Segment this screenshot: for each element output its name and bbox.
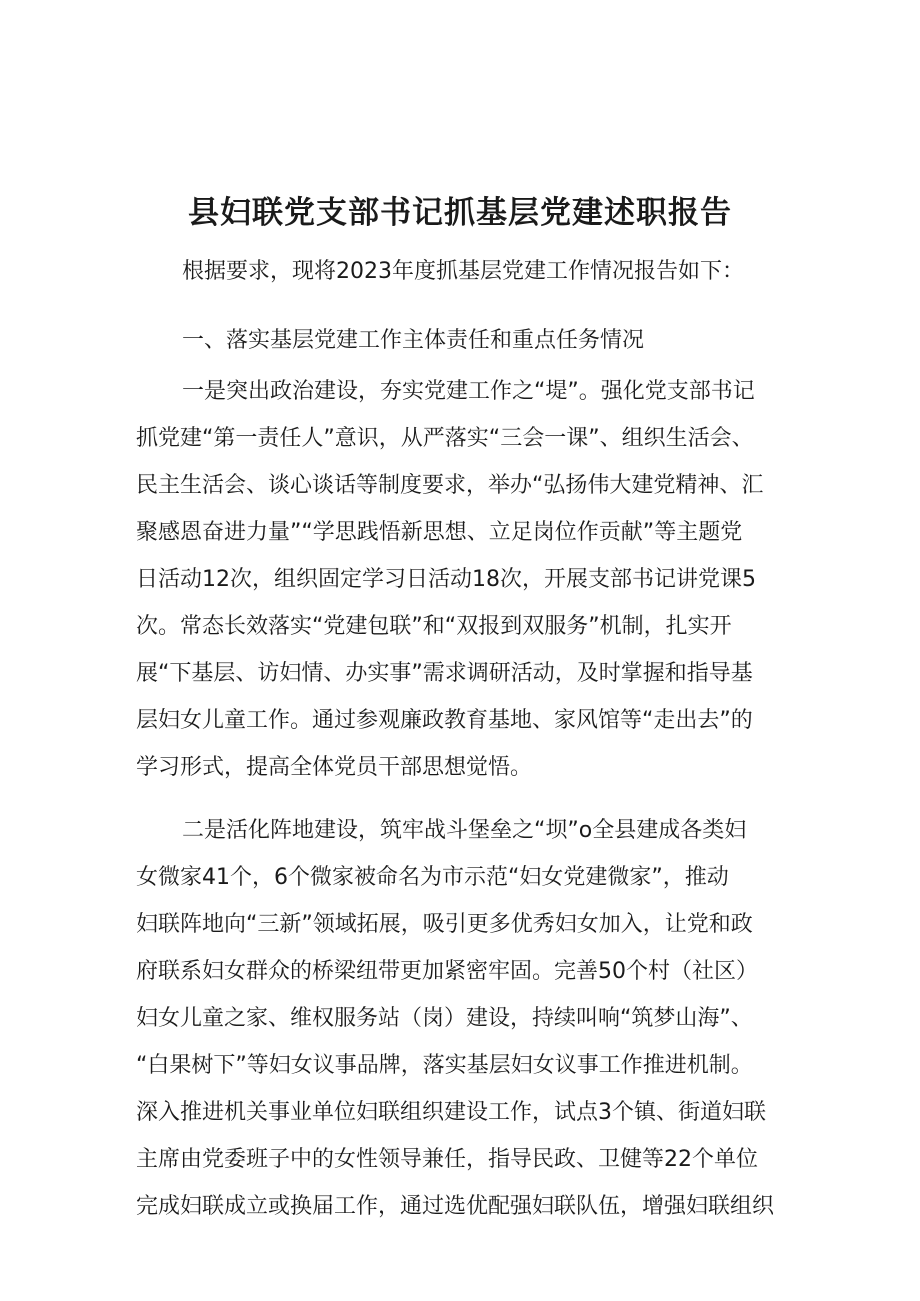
paragraph1-line: 民主生活会、谈心谈话等制度要求，举办“弘扬伟大建党精神、汇 [136, 473, 764, 498]
paragraph2-line: 完成妇联成立或换届工作，通过选优配强妇联队伍，增强妇联组织 [136, 1194, 775, 1219]
paragraph1-line: 日活动12次，组织固定学习日活动18次，开展支部书记讲党课5 [136, 567, 756, 592]
paragraph1-line: 次。常态长效落实“党建包联”和“双报到双服务”机制，扎实开 [136, 614, 732, 639]
paragraph2-line: 妇联阵地向“三新”领域拓展，吸引更多优秀妇女加入，让党和政 [136, 912, 753, 937]
paragraph2-line: 主席由党委班子中的女性领导兼任，指导民政、卫健等22个单位 [136, 1147, 758, 1172]
paragraph1-line: 聚感恩奋进力量”“学思践悟新思想、立足岗位作贡献”等主题党 [136, 520, 743, 545]
paragraph2-line: 女微家41个，6个微家被命名为市示范“妇女党建微家”，推动 [136, 865, 729, 890]
intro-line: 根据要求，现将2023年度抓基层党建工作情况报告如下： [182, 259, 744, 284]
paragraph2-line: 深入推进机关事业单位妇联组织建设工作，试点3个镇、街道妇联 [136, 1100, 766, 1125]
document-title: 县妇联党支部书记抓基层党建述职报告 [188, 195, 732, 231]
paragraph1-line: 层妇女儿童工作。通过参观廉政教育基地、家风馆等“走出去”的 [136, 708, 753, 733]
section-heading: 一、落实基层党建工作主体责任和重点任务情况 [182, 328, 645, 353]
paragraph2-line: 府联系妇女群众的桥梁纽带更加紧密牢固。完善50个村（社区） [136, 959, 758, 984]
paragraph1-line: 学习形式，提高全体党员干部思想觉悟。 [136, 755, 533, 780]
paragraph1-line: 抓党建“第一责任人”意识，从严落实“三会一课”、组织生活会、 [136, 426, 754, 451]
paragraph1-line: 一是突出政治建设，夯实党建工作之“堤”。强化党支部书记 [182, 379, 755, 404]
paragraph1-line: 展“下基层、访妇情、办实事”需求调研活动，及时掌握和指导基 [136, 661, 753, 686]
paragraph2-line: “白果树下”等妇女议事品牌，落实基层妇女议事工作推进机制。 [136, 1053, 753, 1078]
paragraph2-line: 妇女儿童之家、维权服务站（岗）建设，持续叫响“筑梦山海”、 [136, 1006, 753, 1031]
paragraph2-line: 二是活化阵地建设，筑牢战斗堡垒之“坝”o全县建成各类妇 [182, 818, 747, 843]
